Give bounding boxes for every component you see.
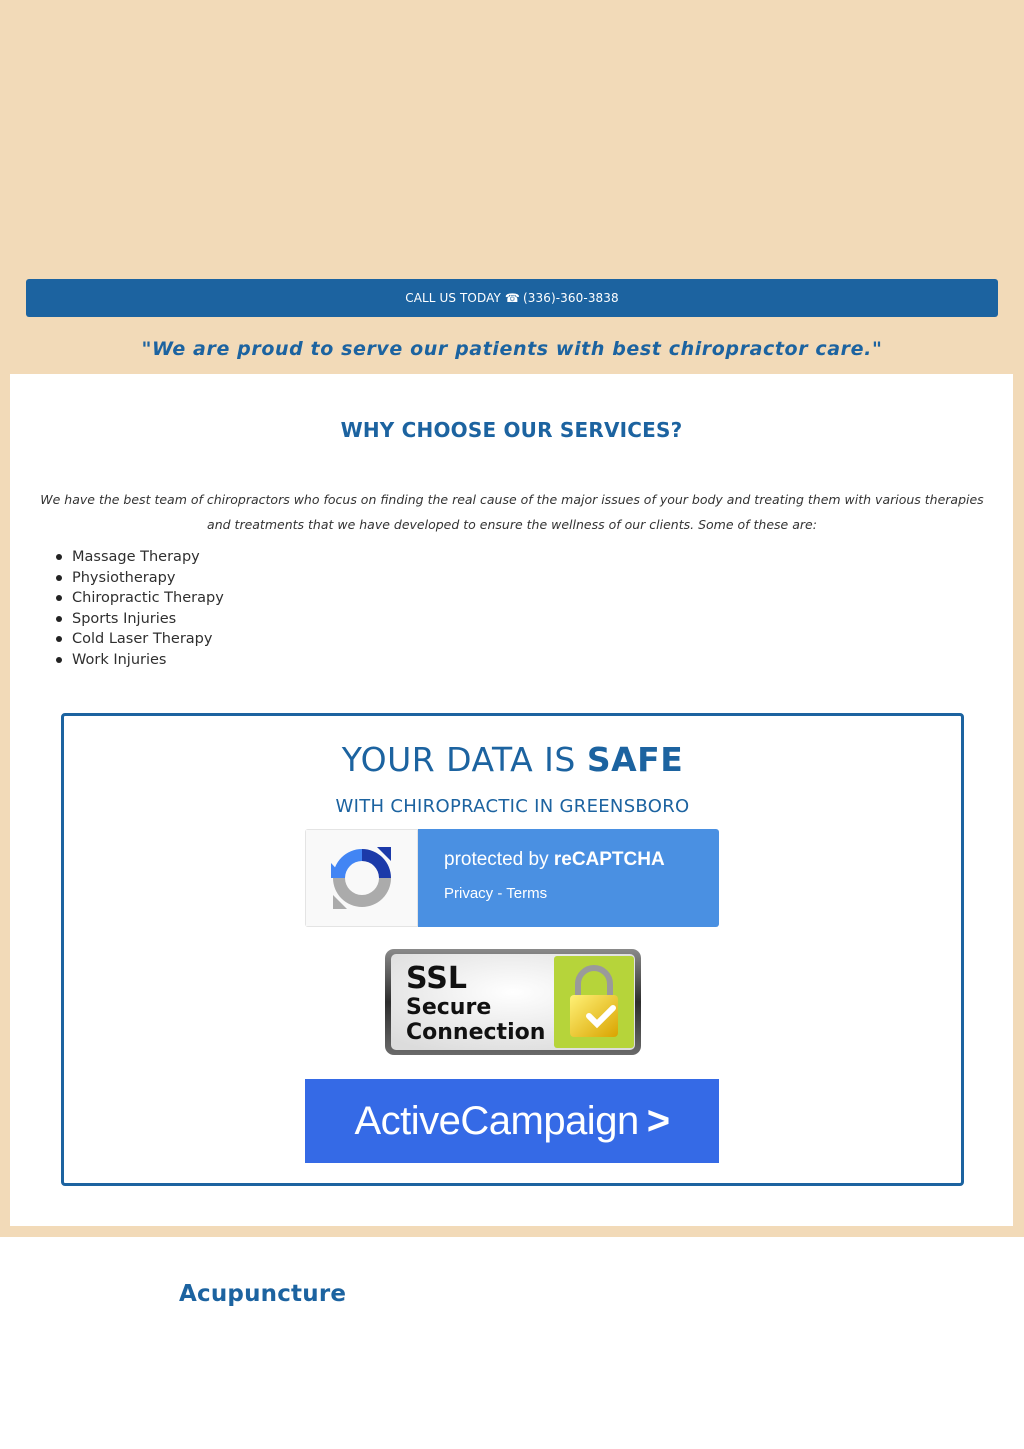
bullet-icon (56, 657, 62, 663)
recaptcha-logo (305, 829, 418, 927)
service-label: Cold Laser Therapy (72, 631, 213, 648)
recaptcha-protected-by: protected by (444, 849, 549, 870)
bullet-icon (56, 595, 62, 601)
service-label: Sports Injuries (72, 610, 177, 627)
recaptcha-brand: reCAPTCHA (553, 849, 665, 870)
tagline-quote: "We are proud to serve our patients with best chiropractor care." (141, 338, 883, 360)
call-us-phone: (336)-360-3838 (522, 291, 619, 305)
services-panel (10, 374, 1013, 1226)
list-item (72, 547, 224, 568)
bullet-icon (56, 616, 62, 622)
service-label: Physiotherapy (72, 569, 176, 586)
bullet-icon (56, 575, 62, 581)
activecampaign-badge[interactable] (305, 1079, 719, 1163)
acupuncture-heading: Acupuncture (179, 1281, 347, 1307)
services-intro: We have the best team of chiropractors who focus on finding the real cause of the major issues of your body and treating them with various therapies and treatments that we have developed to ensure the wellness of our clients. Some of these are: (40, 492, 984, 532)
list-item (72, 609, 224, 630)
recaptcha-icon (327, 843, 397, 913)
activecampaign-logo-text: ActiveCampaign (354, 1098, 639, 1143)
recaptcha-protected (444, 849, 665, 871)
data-safe-title-bold: SAFE (586, 740, 684, 779)
bullet-icon (56, 554, 62, 560)
service-label: Work Injuries (72, 651, 167, 668)
data-safe-subtitle: WITH CHIROPRACTIC IN GREENSBORO (335, 796, 690, 817)
ssl-line3: Connection (406, 1020, 546, 1045)
ssl-line1: SSL (406, 961, 467, 996)
data-safe-box (61, 713, 964, 1186)
data-safe-title (64, 740, 961, 779)
ssl-line2: Secure (406, 995, 492, 1020)
list-item (72, 629, 224, 650)
services-list (72, 547, 224, 671)
bullet-icon (56, 636, 62, 642)
ssl-secure-badge (384, 948, 642, 1056)
recaptcha-text (418, 829, 719, 927)
list-item (72, 568, 224, 589)
recaptcha-badge[interactable] (305, 829, 719, 927)
call-us-button[interactable] (26, 279, 998, 317)
data-safe-title-prefix: YOUR DATA IS (341, 740, 576, 779)
recaptcha-privacy-terms-link[interactable]: Privacy - Terms (444, 885, 548, 902)
call-us-label: CALL US TODAY (405, 291, 501, 305)
service-label: Massage Therapy (72, 549, 200, 565)
list-item (72, 588, 224, 609)
list-item (72, 650, 224, 671)
service-label: Chiropractic Therapy (72, 590, 224, 607)
why-choose-heading: WHY CHOOSE OUR SERVICES? (340, 418, 683, 442)
chevron-right-icon: > (646, 1098, 670, 1143)
phone-icon: ☎ (504, 291, 520, 305)
